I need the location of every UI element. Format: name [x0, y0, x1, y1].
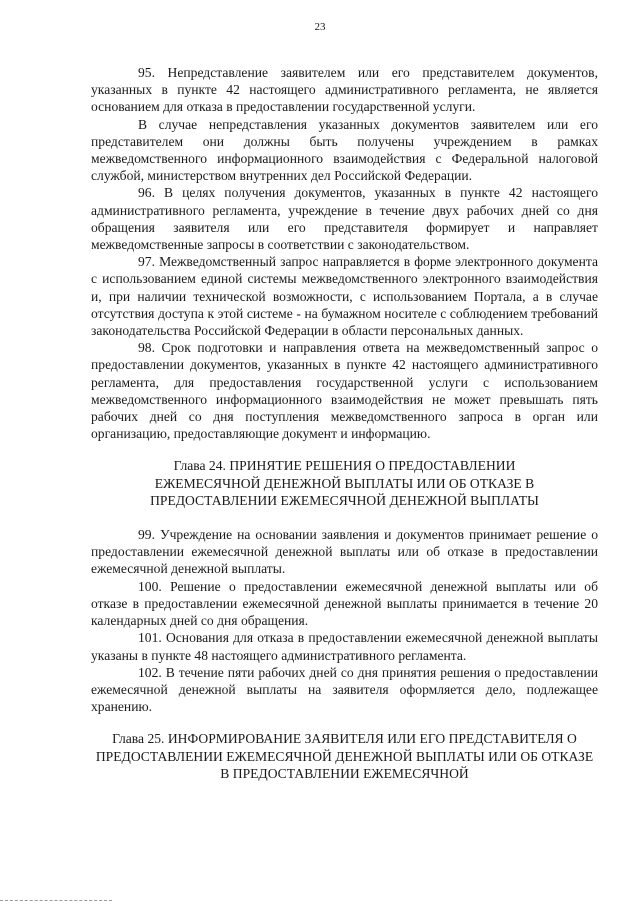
- paragraph-97: 97. Межведомственный запрос направляется в форме электронного документа с использованием единой системы межведомственного электронного взаимодействия и, при наличии технической возможности, с использованием Портала, а в случае отсутствия доступа к этой системе - на бумажном носителе с соблюдением требований законодательства Российской Федерации в области персональных данных.: [91, 254, 598, 339]
- paragraph-95-continued: В случае непредставления указанных документов заявителем или его представителем они должны быть получены учреждением в рамках межведомственного информационного взаимодействия с Федеральной налоговой службой, министерством внутренних дел Российской Федерации.: [91, 116, 598, 184]
- chapter-24-heading: Глава 24. ПРИНЯТИЕ РЕШЕНИЯ О ПРЕДОСТАВЛЕНИИ ЕЖЕМЕСЯЧНОЙ ДЕНЕЖНОЙ ВЫПЛАТЫ ИЛИ ОБ ОТКАЗЕ В ПРЕДОСТАВЛЕНИИ ЕЖЕМЕСЯЧНОЙ ДЕНЕЖНОЙ ВЫПЛАТЫ: [150, 458, 539, 508]
- page-number: 23: [314, 21, 326, 33]
- paragraph-95: 95. Непредставление заявителем или его представителем документов, указанных в пункте 42 настоящего административного регламента, не является основанием для отказа в предоставлении государственной услуги.: [91, 65, 598, 115]
- chapter-25-heading: Глава 25. ИНФОРМИРОВАНИЕ ЗАЯВИТЕЛЯ ИЛИ ЕГО ПРЕДСТАВИТЕЛЯ О ПРЕДОСТАВЛЕНИИ ЕЖЕМЕСЯЧНОЙ ДЕНЕЖНОЙ ВЫПЛАТЫ ИЛИ ОБ ОТКАЗЕ В ПРЕДОСТАВЛЕНИИ ЕЖЕМЕСЯЧНОЙ: [95, 731, 594, 781]
- footer-divider: [0, 900, 112, 901]
- document-body: [91, 64, 598, 782]
- paragraph-101: 101. Основания для отказа в предоставлении ежемесячной денежной выплаты указаны в пункте 48 настоящего административного регламента.: [91, 630, 598, 663]
- paragraph-99: 99. Учреждение на основании заявления и документов принимает решение о предоставлении ежемесячной денежной выплаты или об отказе в предоставлении ежемесячной денежной выплаты.: [91, 527, 598, 577]
- paragraph-100: 100. Решение о предоставлении ежемесячной денежной выплаты или об отказе в предоставлении ежемесячной денежной выплаты принимается в течение 20 календарных дней со дня обращения.: [91, 578, 598, 629]
- paragraph-98: 98. Срок подготовки и направления ответа на межведомственный запрос о предоставлении документов, указанных в пункте 42 настоящего административного регламента, для предоставления государственной услуги с использованием межведомственного информационного взаимодействия не может превышать пять рабочих дней со дня поступления межведомственного запроса в орган или организацию, предоставляющие документ и информацию.: [91, 340, 598, 442]
- paragraph-96: 96. В целях получения документов, указанных в пункте 42 настоящего административного регламента, учреждение в течение двух рабочих дней со дня обращения заявителя или его представителя формирует и направляет межведомственные запросы в соответствии с законодательством.: [91, 185, 598, 253]
- paragraph-102: 102. В течение пяти рабочих дней со дня принятия решения о предоставлении ежемесячной денежной выплаты на заявителя оформляется дело, подлежащее хранению.: [91, 664, 598, 715]
